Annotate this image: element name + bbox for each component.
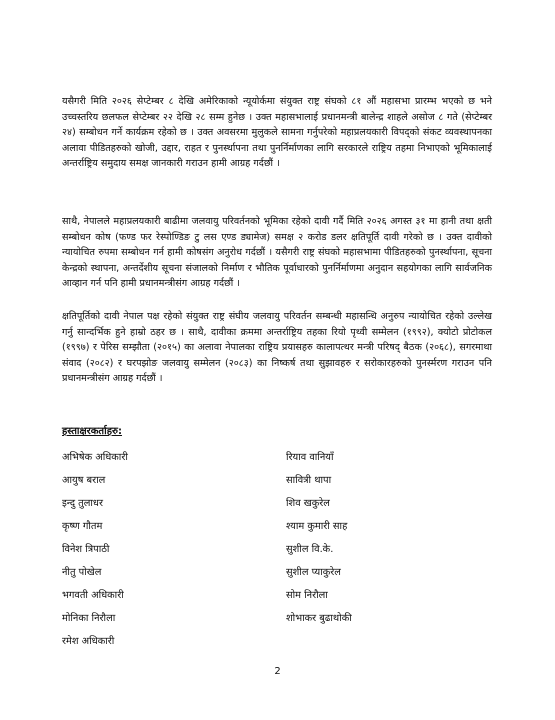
signatory-left-6: नीतु पोखेल [62,567,102,578]
signatory-left-7: भगवती अधिकारी [62,590,124,601]
signatory-left-1: अभिषेक अधिकारी [62,452,128,463]
signatory-left-9: रमेश अधिकारी [62,636,115,647]
page-number: 2 [274,666,281,677]
signatory-right-6: सुशील प्याकुरेल [286,567,341,578]
signatory-right-2: सावित्री थापा [286,475,332,486]
paragraph-un-general-assembly: यसैगरी मिति २०२६ सेप्टेम्बर ८ देखि अमेरिकाको न्यूयोर्कमा संयुक्त राष्ट्र संघको ८१ औं महासभा प्रारम्भ भएको छ भने उच्चस्तरिय छलफल सेप्टेम्बर २२ देखि २८ सम्म हुनेछ । उक्त महासभालाई प्रधानमन्त्री बालेन्द्र शाहले असोज ८ गते (सेप्टेम्बर २४) सम्बोधन गर्ने कार्यक्रम रहेको छ । उक्त अवसरमा मुलुकले सामना गर्नुपरेको महाप्रलयकारी विपद्को संकट व्यवस्थापनका अलावा पीडितहरुको खोजी, उद्दार, राहत र पुनर्स्थापना तथा पुनर्निर्माणका लागि सरकारले राष्ट्रिय तहमा निभाएको भूमिकालाई अन्तर्राष्ट्रिय समुदाय समक्ष जानकारी गराउन हामी आग्रह गर्दछौं । [62,96,492,170]
signatories-heading: हस्ताक्षरकर्ताहरु: [62,426,123,437]
signatory-right-8: शोभाकर बुढाथोकी [286,613,352,624]
paragraph-compensation-claim: क्षतिपूर्तिको दावी नेपाल पक्ष रहेको संयुक्त राष्ट्र संघीय जलवायु परिवर्तन सम्बन्धी महासन्धि अनुरुप न्यायोचित रहेको उल्लेख गर्नु सान्दर्भिक हुने हाम्रो ठहर छ । साथै, दावीका क्रममा अन्तर्राष्ट्रिय तहका रियो पृथ्वी सम्मेलन (१९९२), क्योटो प्रोटोकल (१९९७) र पेरिस सम्झौता (२०१५) का अलावा नेपालका राष्ट्रिय प्रयासहरु कालापत्थर मन्त्री परिषद् बैठक (२०६८), सगरमाथा संवाद (२०८२) र घरपझोङ जलवायु सम्मेलन (२०८३) का निष्कर्ष तथा सुझावहरु र सरोकारहरुको पुनर्स्मरण गराउन पनि प्रधानमन्त्रीसंग आग्रह गर्दछौं । [62,311,492,385]
signatory-right-1: रियाव वानियाँ [286,452,334,463]
signatory-left-2: आयुष बराल [62,475,106,486]
signatory-left-4: कृष्ण गौतम [62,521,103,532]
signatory-left-5: विनेश त्रिपाठी [62,544,110,555]
signatory-left-8: मोनिका निरौला [62,613,116,624]
signatory-right-5: सुशील वि.के. [286,544,334,555]
paragraph-loss-damage-fund: साथै, नेपालले महाप्रलयकारी बाढीमा जलवायु परिवर्तनको भूमिका रहेको दावी गर्दै मिति २०२६ अगस्त ३१ मा हानी तथा क्षती सम्बोधन कोष (फण्ड फर रेस्पोण्डिङ टु लस एण्ड ड्यामेज) समक्ष २ करोड डलर क्षतिपूर्ति दावी गरेको छ । उक्त दावीको न्यायोचित रुपमा सम्बोधन गर्न हामी कोषसंग अनुरोध गर्दछौं । यसैगरी राष्ट्र संघको महासभामा पीडितहरुको पुनर्स्थापना, सूचना केन्द्रको स्थापना, अन्तर्देशीय सूचना संजालको निर्माण र भौतिक पूर्वाधारको पुनर्निर्माणमा अनुदान सहयोगका लागि सार्वजनिक आव्हान गर्न पनि हामी प्रधानमन्त्रीसंग आग्रह गर्दछौं । [62,216,492,290]
signatory-right-3: शिव खकुरेल [286,498,330,509]
signatory-left-3: इन्दु तुलाधर [62,498,103,509]
signatory-right-4: श्याम कुमारी साह [286,521,348,532]
signatory-right-7: सोम निरौला [286,590,328,601]
